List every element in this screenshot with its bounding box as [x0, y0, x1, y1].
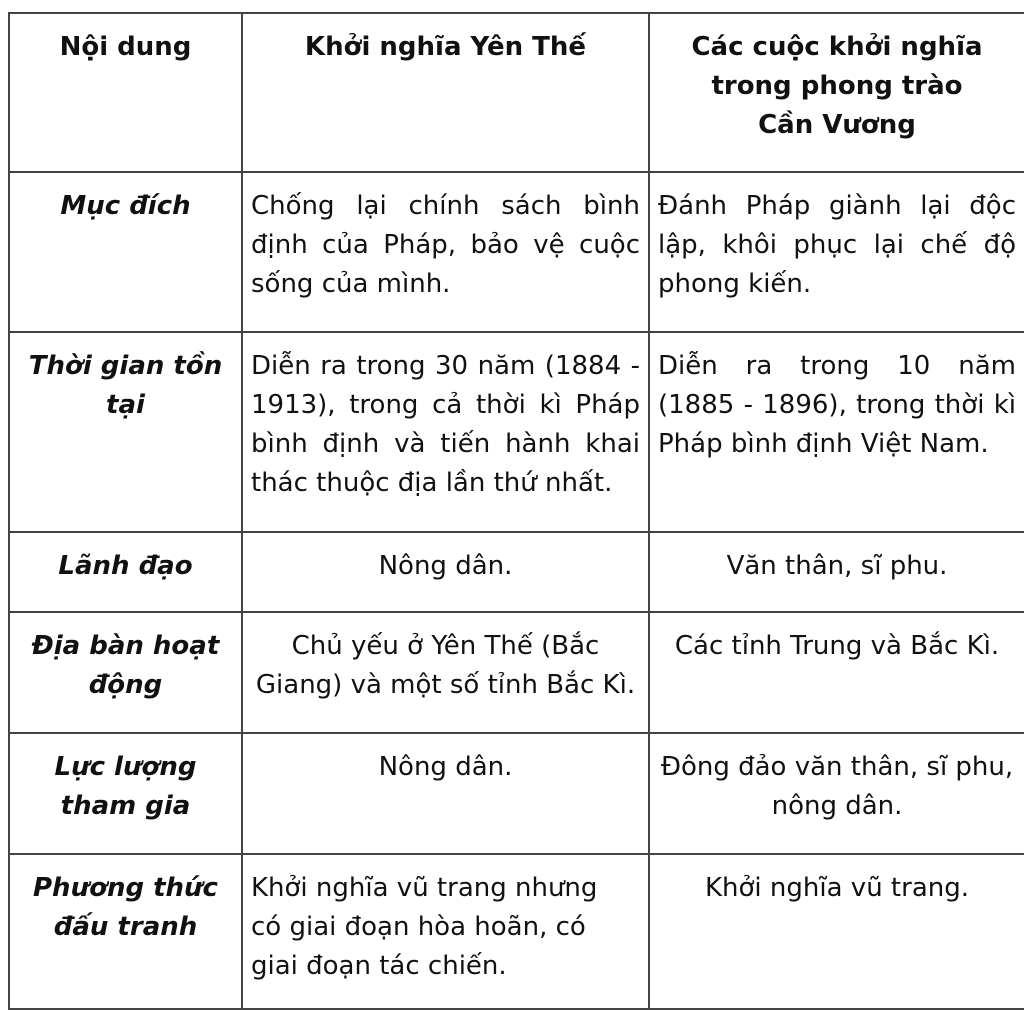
cell-can-vuong: Khởi nghĩa vũ trang. — [649, 854, 1024, 1009]
row-label: Lực lượng tham gia — [9, 733, 242, 854]
cell-can-vuong: Diễn ra trong 10 năm (1885 - 1896), trong thời kì Pháp bình định Việt Nam. — [649, 332, 1024, 532]
cell-yen-the: Chống lại chính sách bình định của Pháp, bảo vệ cuộc sống của mình. — [242, 172, 649, 332]
table-row — [9, 172, 1024, 332]
cell-yen-the: Diễn ra trong 30 năm (1884 - 1913), trong cả thời kì Pháp bình định và tiến hành khai thác thuộc địa lần thứ nhất. — [242, 332, 649, 532]
cell-yen-the: Chủ yếu ở Yên Thế (Bắc Giang) và một số tỉnh Bắc Kì. — [242, 612, 649, 733]
row-label: Địa bàn hoạt động — [9, 612, 242, 733]
cell-can-vuong: Các tỉnh Trung và Bắc Kì. — [649, 612, 1024, 733]
row-label: Lãnh đạo — [9, 532, 242, 612]
row-label: Thời gian tồn tại — [9, 332, 242, 532]
header-yen-the: Khởi nghĩa Yên Thế — [242, 13, 649, 172]
cell-yen-the: Khởi nghĩa vũ trang nhưng có giai đoạn hòa hoãn, có giai đoạn tác chiến. — [242, 854, 649, 1009]
cell-can-vuong: Văn thân, sĩ phu. — [649, 532, 1024, 612]
cell-can-vuong: Đánh Pháp giành lại độc lập, khôi phục lại chế độ phong kiến. — [649, 172, 1024, 332]
header-row — [9, 13, 1024, 172]
cell-yen-the: Nông dân. — [242, 532, 649, 612]
table-row — [9, 532, 1024, 612]
cell-can-vuong: Đông đảo văn thân, sĩ phu, nông dân. — [649, 733, 1024, 854]
header-can-vuong: Các cuộc khởi nghĩa trong phong trào Cần Vương — [649, 13, 1024, 172]
row-label: Mục đích — [9, 172, 242, 332]
header-content: Nội dung — [9, 13, 242, 172]
table-row — [9, 612, 1024, 733]
table-row — [9, 332, 1024, 532]
table-row — [9, 733, 1024, 854]
row-label: Phương thức đấu tranh — [9, 854, 242, 1009]
comparison-table — [8, 12, 1024, 1010]
table-row — [9, 854, 1024, 1009]
cell-yen-the: Nông dân. — [242, 733, 649, 854]
